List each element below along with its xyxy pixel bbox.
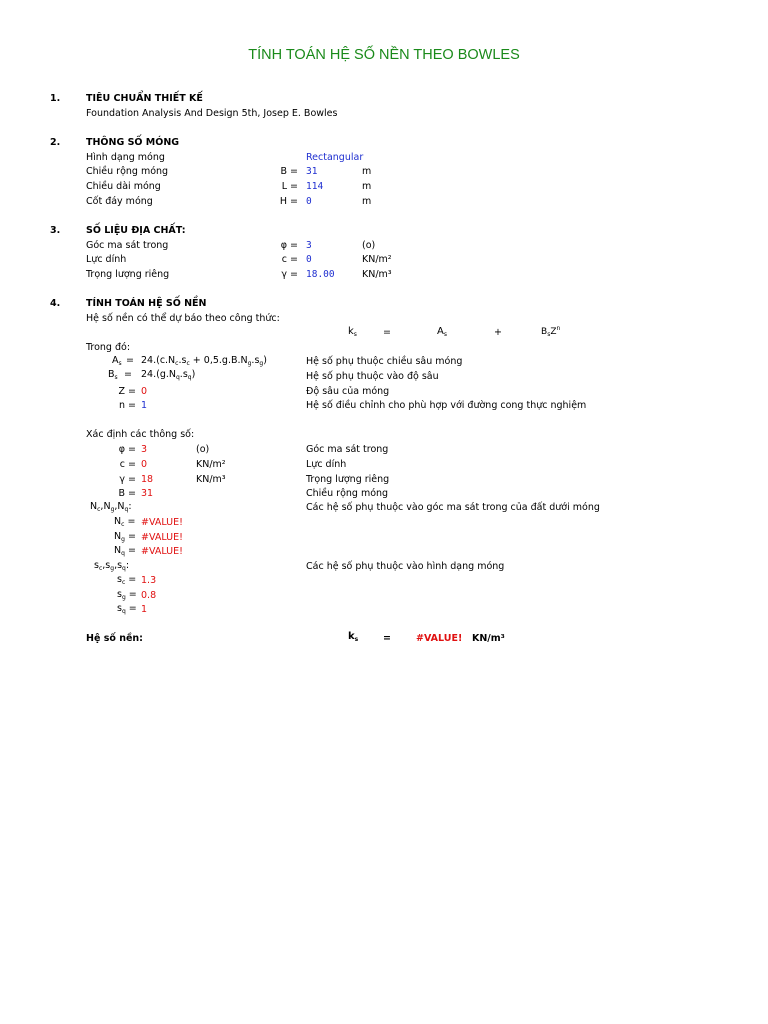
formula-equals: = <box>383 327 391 338</box>
design-standard-text: Foundation Analysis And Design 5th, Josep E. Bowles <box>86 108 338 119</box>
nc-value: #VALUE! <box>141 517 183 528</box>
result-value: #VALUE! <box>416 633 463 644</box>
formula-bs-zn: $B_sZ^n$ <box>541 325 561 338</box>
section-1-heading: TIÊU CHUẨN THIẾT KẾ <box>86 93 203 104</box>
nq-value: #VALUE! <box>141 546 183 557</box>
param-phi-unit: (o) <box>196 444 210 455</box>
cohesion-value[interactable]: 0 <box>306 254 312 265</box>
param-gamma-symbol: γ = <box>119 474 136 485</box>
n-description: Hệ số điều chỉnh cho phù hợp với đường cong thực nghiệm <box>306 400 587 411</box>
param-b-symbol: B = <box>118 488 136 499</box>
length-symbol: L = <box>281 181 298 192</box>
unit-weight-value[interactable]: 18.00 <box>306 269 335 280</box>
as-expression: $24.(c.N_c.s_c + 0,5.g.B.N_g.s_g)$ <box>141 355 267 367</box>
section-1-number: 1. <box>50 93 61 104</box>
bs-expression: $24.(g.N_q.s_q)$ <box>141 369 196 381</box>
s-factors-desc: Các hệ số phụ thuộc vào hình dạng móng <box>306 561 505 572</box>
n-factors-desc: Các hệ số phụ thuộc vào góc ma sát trong của đất dưới móng <box>306 502 600 513</box>
as-description: Hệ số phụ thuộc chiều sâu móng <box>306 356 463 367</box>
formula-as: $A_s$ <box>437 326 447 338</box>
cohesion-label: Lực dính <box>86 254 127 265</box>
param-gamma-desc: Trọng lượng riêng <box>306 474 390 485</box>
z-value[interactable]: 0 <box>141 386 148 397</box>
section-4-heading: TÍNH TOÁN HỆ SỐ NỀN <box>86 298 207 309</box>
result-label: Hệ số nền: <box>86 633 143 644</box>
phi-symbol: φ = <box>280 240 298 251</box>
formula-intro: Hệ số nền có thể dự báo theo công thức: <box>86 313 280 324</box>
param-phi-desc: Góc ma sát trong <box>306 444 389 455</box>
bs-symbol: $B_s$ <box>108 369 118 381</box>
nc-symbol: $N_c$ = <box>114 516 136 528</box>
width-label: Chiều rộng móng <box>86 166 169 177</box>
z-description: Độ sâu của móng <box>306 386 390 397</box>
phi-value[interactable]: 3 <box>306 240 312 251</box>
sq-symbol: $s_q$ = <box>117 603 137 615</box>
ng-symbol: $N_g$ = <box>114 531 136 543</box>
sc-symbol: $s_c$ = <box>117 574 137 586</box>
as-equals: = <box>126 355 134 366</box>
formula-plus: + <box>494 327 502 338</box>
z-symbol: Z = <box>118 386 136 397</box>
depth-unit: m <box>362 196 372 207</box>
sg-value: 0.8 <box>141 590 157 601</box>
width-symbol: B = <box>280 166 298 177</box>
page-title: TÍNH TOÁN HỆ SỐ NỀN THEO BOWLES <box>248 47 520 63</box>
n-value[interactable]: 1 <box>141 400 148 411</box>
ng-value: #VALUE! <box>141 532 183 543</box>
section-2-number: 2. <box>50 137 61 148</box>
phi-unit: (o) <box>362 240 376 251</box>
param-gamma-unit: KN/m³ <box>196 474 226 485</box>
depth-label: Cốt đáy móng <box>86 196 153 207</box>
param-c-unit: KN/m² <box>196 459 226 470</box>
params-label: Xác định các thông số: <box>86 429 195 440</box>
unit-weight-unit: KN/m³ <box>362 269 392 280</box>
width-value[interactable]: 31 <box>306 166 318 177</box>
section-3-number: 3. <box>50 225 61 236</box>
sc-value: 1.3 <box>141 575 157 586</box>
width-unit: m <box>362 166 372 177</box>
where-label: Trong đó: <box>86 342 131 353</box>
shape-label: Hình dạng móng <box>86 152 165 163</box>
depth-value[interactable]: 0 <box>306 196 312 207</box>
n-factors-label: $N_c,N_g,N_q$: <box>90 501 132 513</box>
sg-symbol: $s_g$ = <box>117 589 137 601</box>
cohesion-symbol: c = <box>281 254 298 265</box>
param-phi-value: 3 <box>141 444 148 455</box>
length-label: Chiều dài móng <box>86 181 161 192</box>
param-c-desc: Lực dính <box>306 459 347 470</box>
as-symbol: $A_s$ <box>112 355 122 367</box>
formula-ks: $k_s$ <box>348 326 357 338</box>
nq-symbol: $N_q$ = <box>114 545 136 557</box>
shape-value[interactable]: Rectangular <box>306 152 364 163</box>
param-b-desc: Chiều rộng móng <box>306 488 389 499</box>
section-3-heading: SỐ LIỆU ĐỊA CHẤT: <box>86 225 186 236</box>
result-equals: = <box>383 633 391 644</box>
bs-equals: = <box>124 369 132 380</box>
param-b-value: 31 <box>141 488 154 499</box>
length-unit: m <box>362 181 372 192</box>
bs-description: Hệ số phụ thuộc vào độ sâu <box>306 371 439 382</box>
unit-weight-symbol: γ = <box>281 269 298 280</box>
sq-value: 1 <box>141 604 148 615</box>
param-c-value: 0 <box>141 459 148 470</box>
section-4-number: 4. <box>50 298 61 309</box>
param-c-symbol: c = <box>119 459 136 470</box>
depth-symbol: H = <box>279 196 298 207</box>
unit-weight-label: Trọng lượng riêng <box>86 269 170 280</box>
param-gamma-value: 18 <box>141 474 154 485</box>
length-value[interactable]: 114 <box>306 181 324 192</box>
result-ks: $k_s$ <box>348 631 359 643</box>
section-2-heading: THÔNG SỐ MÓNG <box>86 137 180 148</box>
n-symbol: n = <box>118 400 136 411</box>
s-factors-label: $s_c,s_g,s_q$: <box>94 560 130 572</box>
param-phi-symbol: φ = <box>118 444 136 455</box>
phi-label: Góc ma sát trong <box>86 240 169 251</box>
cohesion-unit: KN/m² <box>362 254 392 265</box>
result-unit: KN/m³ <box>472 633 505 644</box>
